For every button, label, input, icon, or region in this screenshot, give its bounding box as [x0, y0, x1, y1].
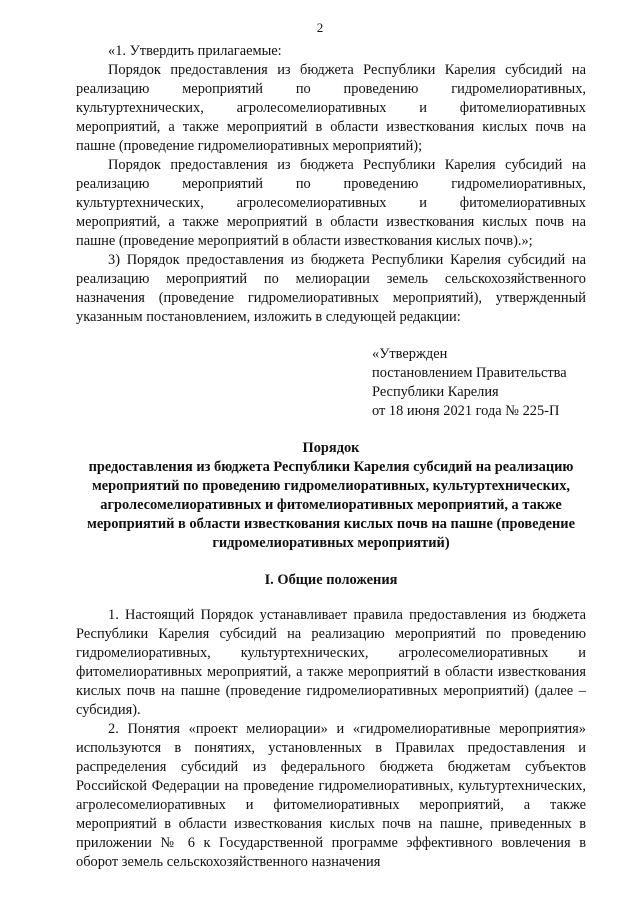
intro-paragraph-3: Порядок предоставления из бюджета Республики Карелия субсидий на реализацию мероприятий по проведению гидромелиоративных, культуртехнических, агролесомелиоративных и фитомелиоративных мероприятий, а также мероприятий в области известкования кислых почв на пашне (проведение мероприятий в области известкования кислых почв).»;: [76, 157, 586, 249]
body-paragraph-2: 2. Понятия «проект мелиорации» и «гидромелиоративные мероприятия» используются в понятиях, установленных в Правилах предоставления и распределения субсидий из федерального бюджета бюджетам субъектов Российской Федерации на проведение гидромелиоративных, культуртехнических, агролесомелиоративных и фитомелиоративных мероприятий, а также мероприятий в области известкования кислых почв на пашне, приведенных в приложении № 6 к Государственной программе эффективного вовлечения в оборот земель сельскохозяйственного назначения: [76, 721, 586, 870]
intro-paragraph-4: 3) Порядок предоставления из бюджета Республики Карелия субсидий на реализацию мероприятий по мелиорации земель сельскохозяйственного назначения (проведение гидромелиоративных мероприятий), утвержденный указанным постановлением, изложить в следующей редакции:: [76, 252, 586, 325]
approval-stamp-text: [372, 345, 586, 421]
page-number: 2: [316, 20, 324, 35]
document-subtitle: предоставления из бюджета Республики Карелия субсидий на реализацию мероприятий по проведению гидромелиоративных, культуртехнических, агролесомелиоративных и фитомелиоративных мероприятий, а также мероприятий в области известкования кислых почв на пашне (проведение гидромелиоративных мероприятий): [87, 459, 575, 551]
approval-line: Республики Карелия: [372, 384, 499, 400]
approval-line: «Утвержден: [372, 346, 448, 362]
approval-line: от 18 июня 2021 года № 225-П: [372, 403, 560, 419]
intro-paragraph-1: «1. Утвердить прилагаемые:: [108, 43, 282, 59]
intro-paragraph-2: Порядок предоставления из бюджета Республики Карелия субсидий на реализацию мероприятий по проведению гидромелиоративных, культуртехнических, агролесомелиоративных и фитомелиоративных мероприятий, а также мероприятий в области известкования кислых почв на пашне (проведение гидромелиоративных мероприятий);: [76, 62, 586, 154]
body-paragraph-1: 1. Настоящий Порядок устанавливает правила предоставления из бюджета Республики Карелия субсидий на реализацию мероприятий по проведению гидромелиоративных, культуртехнических, агролесомелиоративных и фитомелиоративных мероприятий, а также мероприятий в области известкования кислых почв на пашне (проведение гидромелиоративных мероприятий) (далее – субсидия).: [76, 607, 586, 718]
approval-line: постановлением Правительства: [372, 365, 567, 381]
section-title: I. Общие положения: [264, 572, 398, 588]
document-body: [76, 42, 586, 872]
document-title: Порядок: [302, 440, 360, 456]
